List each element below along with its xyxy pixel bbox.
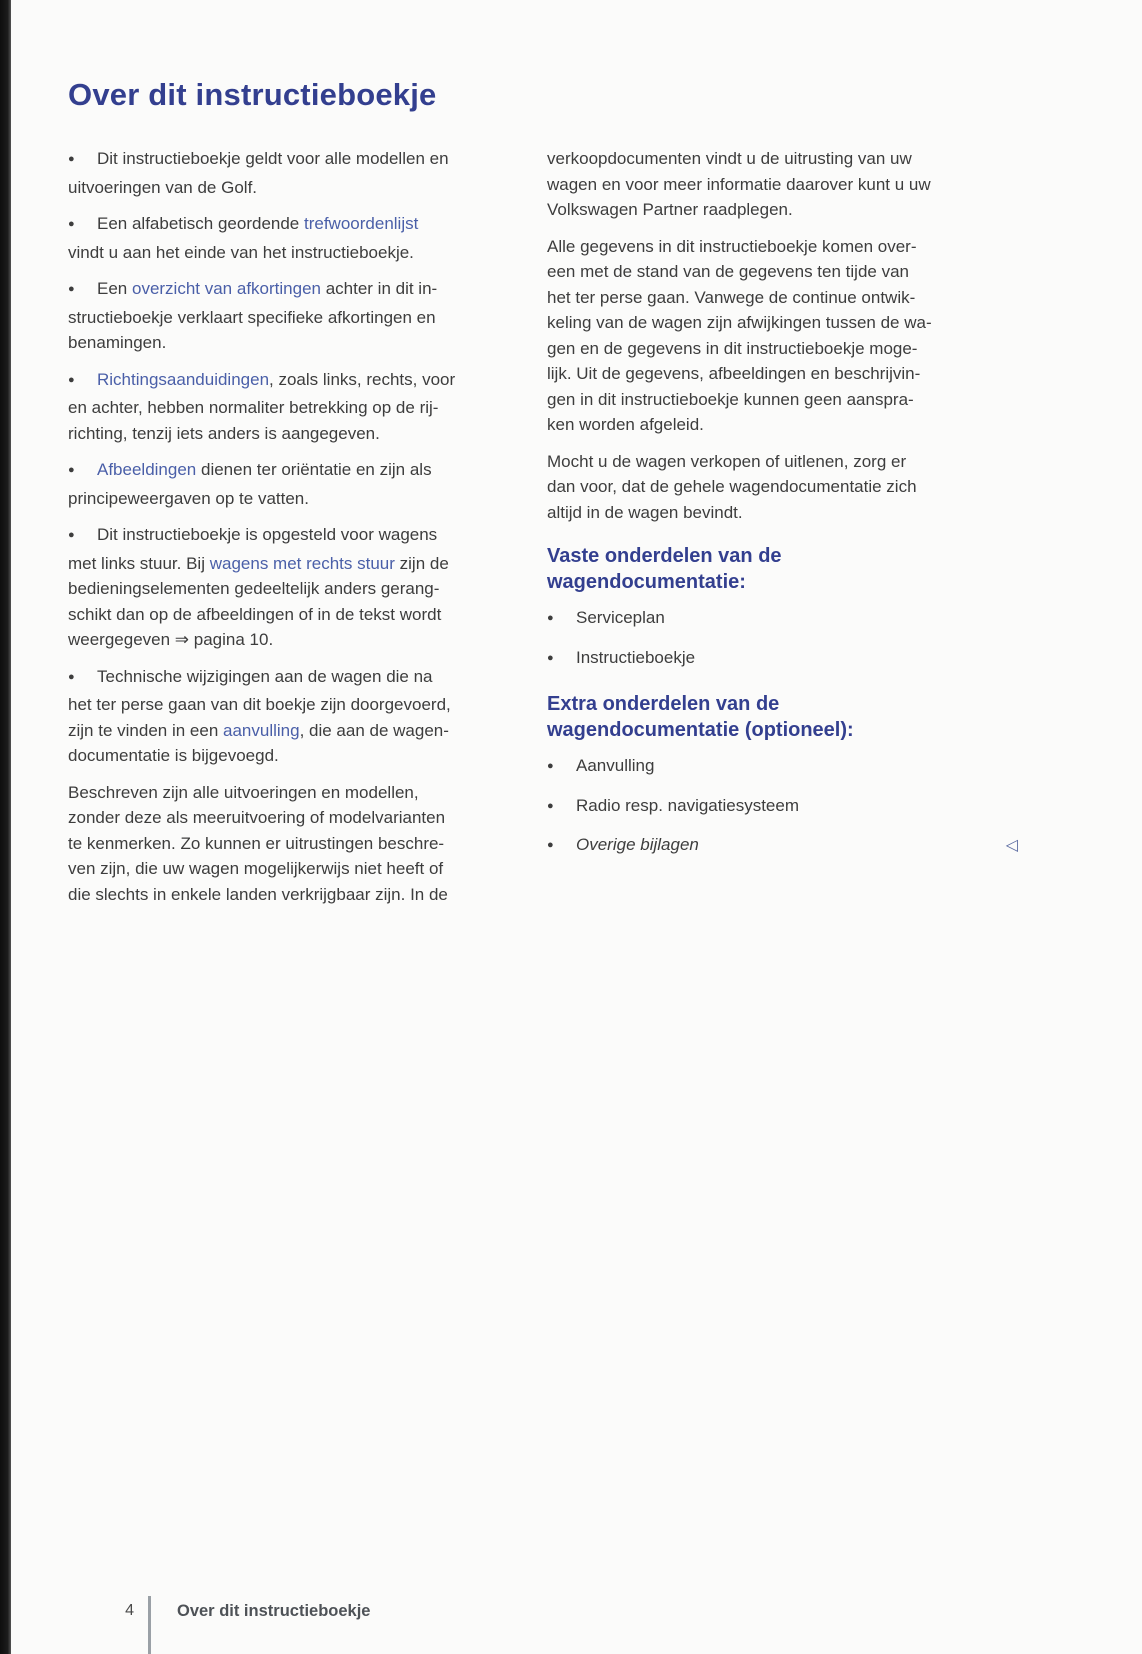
- section-end-marker-icon: ◁: [1005, 837, 1018, 854]
- text-segment: Instructieboekje: [576, 647, 696, 667]
- bullet-icon: ●: [547, 760, 554, 772]
- text-segment: het ter perse gaan van dit boekje zijn doorgevoerd,: [68, 695, 451, 714]
- text-segment: zonder deze als meeruitvoering of modelvarianten: [68, 808, 446, 827]
- text-segment: Dit instructieboekje is opgesteld voor wagens: [97, 525, 438, 544]
- text-segment: Volkswagen Partner raadplegen.: [547, 200, 793, 219]
- text-segment: structieboekje verklaart specifieke afkortingen en: [68, 307, 436, 327]
- text-segment: achter in dit in-: [320, 279, 438, 298]
- text-segment: gen en de gegevens in dit instructieboekje moge-: [547, 338, 918, 358]
- text-segment: te kenmerken. Zo kunnen er uitrustingen beschre-: [68, 833, 445, 853]
- bullet-item: [68, 211, 501, 265]
- page-number: 4: [125, 1602, 134, 1619]
- bullet-item: [68, 367, 501, 447]
- bullet-item: [68, 664, 501, 769]
- bullet-icon: ●: [547, 612, 554, 624]
- text-segment: zijn de: [394, 553, 449, 573]
- bullet-icon: ●: [68, 529, 75, 541]
- text-segment: wagen en voor meer informatie daarover kunt u uw: [547, 174, 931, 194]
- bullet-icon: ●: [68, 283, 75, 295]
- bullet-item: [68, 522, 501, 653]
- bullet-icon: ●: [68, 373, 75, 386]
- text-segment: Serviceplan: [576, 608, 665, 627]
- bullet-icon: ●: [547, 839, 554, 851]
- text-segment: Extra onderdelen van de: [547, 693, 780, 715]
- section-heading: [547, 543, 991, 595]
- text-segment: Alle gegevens in dit instructieboekje komen over-: [547, 236, 917, 256]
- text-columns: [68, 146, 1072, 918]
- text-segment: gen in dit instructieboekje kunnen geen aanspra-: [547, 389, 914, 409]
- bullet-item: [547, 645, 991, 674]
- paragraph: [547, 449, 991, 526]
- bullet-icon: ●: [68, 670, 75, 683]
- section-heading: [547, 691, 991, 743]
- text-segment: benamingen.: [68, 333, 167, 352]
- bullet-icon: ●: [547, 799, 554, 812]
- text-segment: vindt u aan het einde van het instructieboekje.: [68, 242, 414, 262]
- text-segment: ken worden afgeleid.: [547, 415, 704, 434]
- text-segment: principeweergaven op te vatten.: [68, 488, 309, 508]
- footer-divider: [148, 1596, 151, 1654]
- reference-link: overzicht van afkortingen: [131, 279, 321, 298]
- text-segment: wagendocumentatie (optioneel):: [547, 719, 854, 741]
- bullet-item: [68, 276, 501, 356]
- bullet-item: [68, 457, 501, 511]
- text-segment: Dit instructieboekje geldt voor alle modellen en: [97, 149, 449, 168]
- text-segment: Technische wijzigingen aan de wagen die na: [97, 666, 433, 686]
- bullet-icon: ●: [68, 153, 75, 165]
- text-segment: verkoopdocumenten vindt u de uitrusting van uw: [547, 149, 912, 168]
- text-segment: Een alfabetisch geordende: [97, 214, 304, 233]
- reference-link: aanvulling: [223, 720, 300, 740]
- text-segment: zijn te vinden in een: [68, 720, 223, 740]
- text-segment: , zoals links, rechts, voor: [269, 369, 456, 389]
- text-segment: keling van de wagen zijn afwijkingen tussen de wa-: [547, 313, 932, 332]
- bullet-icon: ●: [68, 464, 75, 476]
- text-segment: het ter perse gaan. Vanwege de continue ontwik-: [547, 287, 916, 307]
- footer-section-label: Over dit instructieboekje: [177, 1602, 371, 1620]
- text-segment: Radio resp. navigatiesysteem: [576, 795, 800, 815]
- text-segment: met links stuur. Bij: [68, 553, 210, 573]
- left-column: [68, 146, 501, 918]
- text-segment: Beschreven zijn alle uitvoeringen en modellen,: [68, 782, 419, 802]
- paragraph: [547, 234, 991, 438]
- text-segment: lijk. Uit de gegevens, afbeeldingen en beschrijvin-: [547, 364, 921, 383]
- paragraph: [547, 146, 991, 223]
- reference-link: trefwoordenlijst: [304, 214, 419, 233]
- bullet-icon: ●: [547, 651, 554, 664]
- paragraph: [68, 780, 501, 908]
- bullet-item: [547, 832, 1018, 861]
- text-segment: wagendocumentatie:: [547, 571, 746, 593]
- text-segment: Vaste onderdelen van de: [547, 545, 782, 567]
- bullet-item: [547, 753, 991, 782]
- reference-link: wagens met rechts stuur: [209, 553, 395, 573]
- text-segment: altijd in de wagen bevindt.: [547, 502, 743, 522]
- reference-link: Richtingsaanduidingen: [97, 369, 270, 389]
- text-segment: ven zijn, die uw wagen mogelijkerwijs niet heeft of: [68, 859, 444, 878]
- bullet-item: [547, 605, 991, 634]
- right-column: [547, 146, 1018, 872]
- text-segment: schikt dan op de afbeeldingen of in de tekst wordt: [68, 604, 442, 624]
- text-segment: documentatie is bijgevoegd.: [68, 746, 279, 765]
- text-segment: bedieningselementen gedeeltelijk anders gerang-: [68, 579, 440, 598]
- text-segment: uitvoeringen van de Golf.: [68, 177, 258, 197]
- text-segment: Overige bijlagen: [576, 835, 699, 854]
- page-title: Over dit instructieboekje: [68, 77, 437, 112]
- bullet-item: [547, 793, 991, 822]
- text-segment: Mocht u de wagen verkopen of uitlenen, zorg er: [547, 451, 907, 471]
- page-footer: [0, 1596, 1142, 1654]
- text-segment: weergegeven ⇒ pagina 10.: [68, 630, 274, 649]
- text-segment: Een: [97, 279, 132, 298]
- text-segment: , die aan de wagen-: [299, 720, 449, 740]
- text-segment: richting, tenzij iets anders is aangegeven.: [68, 423, 380, 443]
- text-segment: en achter, hebben normaliter betrekking op de rij-: [68, 398, 439, 417]
- bullet-item: [68, 146, 501, 200]
- text-segment: Aanvulling: [576, 756, 655, 775]
- bullet-icon: ●: [68, 218, 75, 230]
- text-segment: een met de stand van de gegevens ten tijde van: [547, 262, 909, 281]
- text-segment: die slechts in enkele landen verkrijgbaar zijn. In de: [68, 884, 448, 904]
- reference-link: Afbeeldingen: [97, 460, 197, 479]
- scan-edge-shadow: [0, 0, 11, 1654]
- text-segment: dan voor, dat de gehele wagendocumentatie zich: [547, 477, 917, 496]
- text-segment: dienen ter oriëntatie en zijn als: [196, 460, 432, 479]
